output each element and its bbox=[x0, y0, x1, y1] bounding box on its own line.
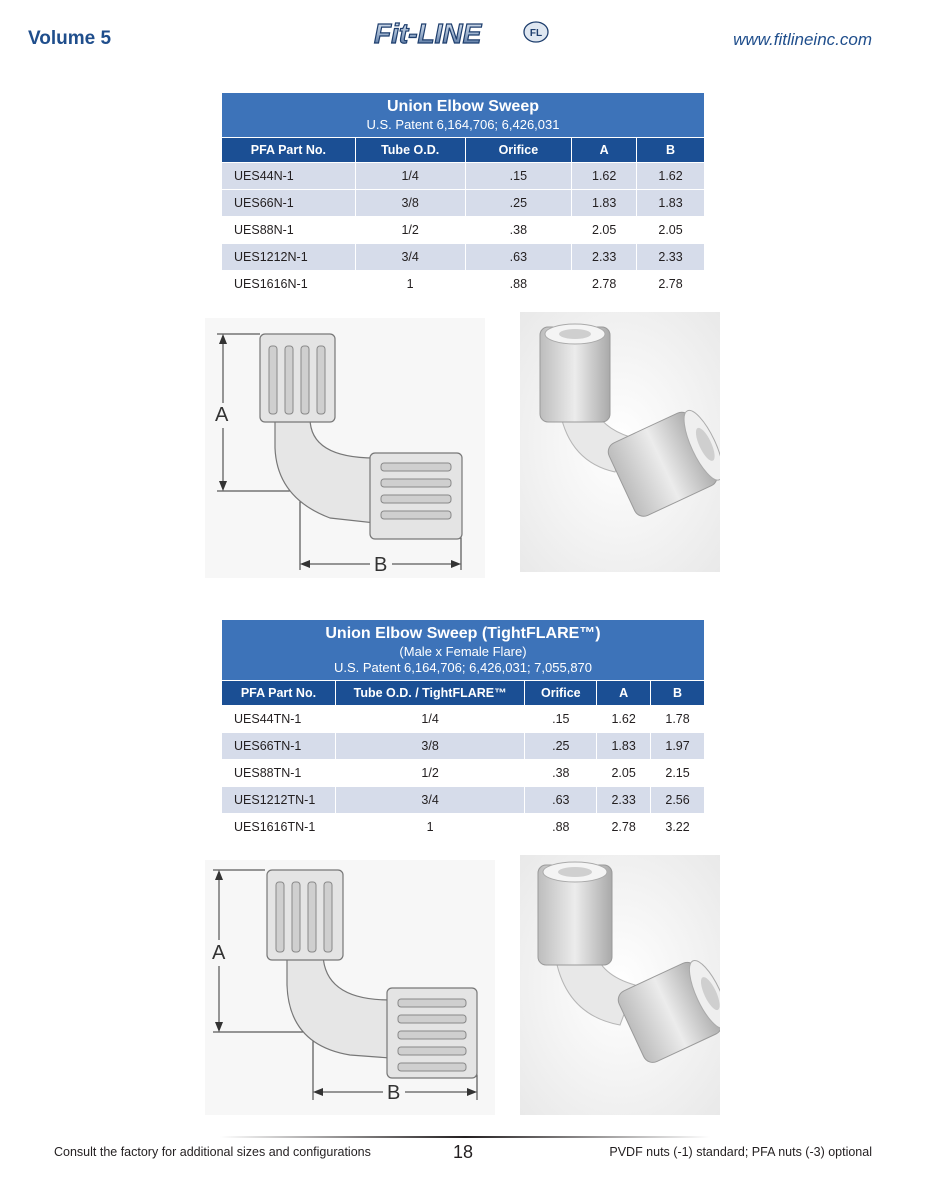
elbow-product-photo-1 bbox=[520, 312, 720, 572]
orifice: .88 bbox=[465, 271, 572, 298]
tube-od: 1/4 bbox=[355, 163, 465, 190]
tube-od: 3/8 bbox=[355, 190, 465, 217]
tube-od: 1 bbox=[355, 271, 465, 298]
table2-subtitle: (Male x Female Flare) bbox=[399, 644, 527, 659]
union-elbow-sweep-tightflare-table bbox=[221, 619, 705, 841]
footer-rule bbox=[220, 1136, 710, 1138]
column-header: B bbox=[637, 138, 705, 163]
dim-a-value: 1.83 bbox=[597, 733, 651, 760]
tube-od: 1 bbox=[335, 814, 525, 841]
part-number: UES1212TN-1 bbox=[222, 787, 336, 814]
table-row bbox=[222, 217, 705, 244]
tube-od: 3/8 bbox=[335, 733, 525, 760]
logo-badge: FL bbox=[529, 28, 543, 39]
orifice: .88 bbox=[525, 814, 597, 841]
dim-a-value: 2.33 bbox=[597, 787, 651, 814]
part-number: UES66TN-1 bbox=[222, 733, 336, 760]
dim-a-value: 2.05 bbox=[597, 760, 651, 787]
logo-wordmark: Fit-LINE bbox=[374, 18, 482, 49]
column-header: PFA Part No. bbox=[222, 681, 336, 706]
dim-b-value: 1.83 bbox=[637, 190, 705, 217]
table-row bbox=[222, 787, 705, 814]
orifice: .38 bbox=[465, 217, 572, 244]
table-row bbox=[222, 163, 705, 190]
table-row bbox=[222, 706, 705, 733]
column-header: Orifice bbox=[465, 138, 572, 163]
dim-b-value: 2.78 bbox=[637, 271, 705, 298]
orifice: .25 bbox=[525, 733, 597, 760]
table-row bbox=[222, 733, 705, 760]
dim-b-label: B bbox=[374, 554, 388, 576]
website-url[interactable]: www.fitlineinc.com bbox=[733, 30, 872, 49]
dim-a-label: A bbox=[212, 942, 226, 964]
tube-od: 1/4 bbox=[335, 706, 525, 733]
table2-title: Union Elbow Sweep (TightFLARE™) bbox=[325, 625, 601, 642]
page-number: 18 bbox=[453, 1142, 474, 1162]
tube-od: 3/4 bbox=[335, 787, 525, 814]
orifice: .15 bbox=[465, 163, 572, 190]
part-number: UES1212N-1 bbox=[222, 244, 356, 271]
orifice: .15 bbox=[525, 706, 597, 733]
column-header: Tube O.D. / TightFLARE™ bbox=[335, 681, 525, 706]
dim-a-value: 2.78 bbox=[572, 271, 637, 298]
volume-label: Volume 5 bbox=[28, 28, 112, 49]
table-row bbox=[222, 760, 705, 787]
dim-a-value: 2.78 bbox=[597, 814, 651, 841]
column-header: PFA Part No. bbox=[222, 138, 356, 163]
part-number: UES44N-1 bbox=[222, 163, 356, 190]
column-header: A bbox=[572, 138, 637, 163]
part-number: UES88N-1 bbox=[222, 217, 356, 244]
dim-b-value: 1.62 bbox=[637, 163, 705, 190]
dim-a-value: 1.62 bbox=[597, 706, 651, 733]
dim-b-value: 1.78 bbox=[651, 706, 705, 733]
table-row bbox=[222, 271, 705, 298]
orifice: .38 bbox=[525, 760, 597, 787]
dim-b-value: 2.33 bbox=[637, 244, 705, 271]
orifice: .63 bbox=[465, 244, 572, 271]
part-number: UES1616TN-1 bbox=[222, 814, 336, 841]
table2-patent: U.S. Patent 6,164,706; 6,426,031; 7,055,870 bbox=[333, 660, 593, 675]
column-header: B bbox=[651, 681, 705, 706]
dim-a-value: 1.83 bbox=[572, 190, 637, 217]
elbow-dimension-drawing-1 bbox=[205, 318, 485, 578]
elbow-product-photo-2 bbox=[520, 855, 720, 1115]
tube-od: 1/2 bbox=[335, 760, 525, 787]
table1-title-bar bbox=[222, 93, 705, 138]
part-number: UES44TN-1 bbox=[222, 706, 336, 733]
tube-od: 3/4 bbox=[355, 244, 465, 271]
table1-title: Union Elbow Sweep bbox=[386, 98, 539, 115]
footer-note-left: Consult the factory for additional sizes and configurations bbox=[54, 1145, 371, 1159]
dim-b-value: 2.05 bbox=[637, 217, 705, 244]
part-number: UES66N-1 bbox=[222, 190, 356, 217]
dim-b-value: 1.97 bbox=[651, 733, 705, 760]
table-row bbox=[222, 814, 705, 841]
dim-a-value: 2.05 bbox=[572, 217, 637, 244]
column-header: A bbox=[597, 681, 651, 706]
orifice: .25 bbox=[465, 190, 572, 217]
column-header: Orifice bbox=[525, 681, 597, 706]
union-elbow-sweep-table bbox=[221, 92, 705, 298]
tube-od: 1/2 bbox=[355, 217, 465, 244]
dim-b-label: B bbox=[387, 1082, 401, 1104]
dim-a-label: A bbox=[215, 404, 229, 426]
footer-note-right: PVDF nuts (-1) standard; PFA nuts (-3) optional bbox=[609, 1145, 872, 1159]
dim-b-value: 2.15 bbox=[651, 760, 705, 787]
table1-header-row bbox=[222, 138, 705, 163]
dim-a-value: 1.62 bbox=[572, 163, 637, 190]
orifice: .63 bbox=[525, 787, 597, 814]
table-row bbox=[222, 244, 705, 271]
part-number: UES1616N-1 bbox=[222, 271, 356, 298]
elbow-dimension-drawing-2 bbox=[205, 860, 495, 1115]
dim-b-value: 2.56 bbox=[651, 787, 705, 814]
table2-header-row bbox=[222, 681, 705, 706]
column-header: Tube O.D. bbox=[355, 138, 465, 163]
table1-patent: U.S. Patent 6,164,706; 6,426,031 bbox=[366, 117, 560, 132]
dim-a-value: 2.33 bbox=[572, 244, 637, 271]
fitline-logo bbox=[368, 12, 558, 56]
dim-b-value: 3.22 bbox=[651, 814, 705, 841]
table2-title-bar bbox=[222, 620, 705, 681]
part-number: UES88TN-1 bbox=[222, 760, 336, 787]
table-row bbox=[222, 190, 705, 217]
